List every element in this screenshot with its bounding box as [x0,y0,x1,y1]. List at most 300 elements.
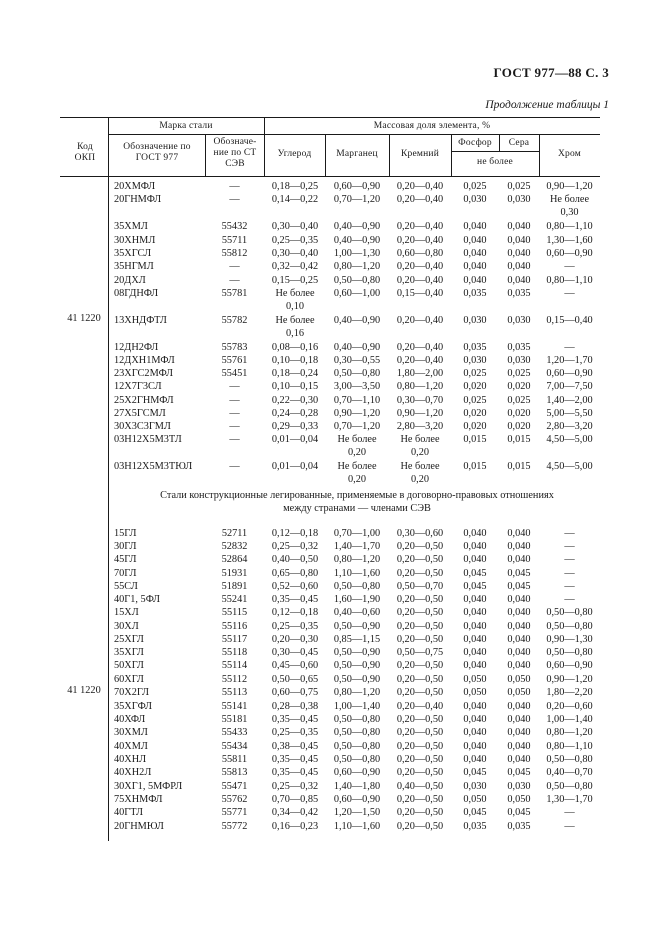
cell-st-sev: — [229,181,240,192]
section-note: Стали конструкционные легированные, применяемые в договорно-правовых отношениях [160,490,554,501]
cell-grade: 20ГНМФЛ [114,194,162,205]
cell-carbon: 0,10—0,18 [271,355,319,366]
cell-manganese: 1,10—1,60 [333,568,381,579]
cell-sulfur: 0,020 [507,408,531,419]
cell-silicon: 0,15—0,40 [396,288,444,299]
cell-phosphorus: 0,030 [463,355,487,366]
cell-sulfur: 0,040 [507,607,531,618]
cell-grade: 30ХМЛ [114,727,148,738]
cell-st-sev: 55116 [221,621,248,632]
cell-grade: 35ХГСЛ [114,248,152,259]
cell-carbon: 0,29—0,33 [271,421,319,432]
cell-sulfur: 0,020 [507,381,531,392]
cell-silicon: 0,50—0,70 [396,581,444,592]
cell-st-sev: 55181 [221,714,248,725]
cell-chromium: 0,50—0,80 [546,607,593,618]
cell-sulfur: 0,030 [507,781,531,792]
cell-grade: 70ГЛ [114,568,137,579]
cell-manganese: 1,40—1,70 [333,541,381,552]
body-vline [108,177,109,841]
cell-carbon: 0,60—0,75 [271,687,319,698]
cell-chromium: 4,50—5,00 [546,434,593,445]
col-header-st-sev: Обозначе- ние по СТ СЭВ [213,137,257,169]
col-header-code: Код ОКП [74,142,96,163]
cell-sulfur: 0,030 [507,194,531,205]
cell-silicon: Не более [400,461,440,472]
cell-sulfur: 0,040 [507,528,531,539]
col-header-gost: Обозначение по ГОСТ 977 [123,142,191,163]
cell-silicon: 0,30—0,60 [396,528,444,539]
cell-phosphorus: 0,040 [463,660,487,671]
cell-carbon-cont: 0,16 [285,328,305,339]
cell-grade: 35ХГФЛ [114,701,153,712]
cell-phosphorus: 0,050 [463,794,487,805]
cell-st-sev: 52864 [221,554,248,565]
cell-carbon: 0,22—0,30 [271,395,319,406]
cell-chromium: 1,80—2,20 [546,687,593,698]
cell-silicon: 0,20—0,50 [396,714,444,725]
cell-chromium: — [564,568,575,579]
cell-manganese: Не более [337,434,377,445]
cell-grade: 35ХМЛ [114,221,148,232]
cell-chromium: 4,50—5,00 [546,461,593,472]
cell-manganese: 0,60—0,90 [333,794,381,805]
cell-phosphorus: 0,030 [463,194,487,205]
cell-carbon: 0,25—0,35 [271,235,319,246]
cell-st-sev: 51931 [221,568,248,579]
cell-manganese: 0,50—0,80 [333,754,381,765]
cell-silicon-cont: 0,20 [410,474,430,485]
cell-grade: 20ГНМЮЛ [114,821,164,832]
cell-st-sev: 55433 [221,727,248,738]
cell-carbon: 0,01—0,04 [271,461,319,472]
cell-silicon: 0,20—0,40 [396,221,444,232]
cell-phosphorus: 0,045 [463,767,487,778]
page-title: ГОСТ 977—88 С. 3 [493,65,609,80]
cell-chromium: 1,30—1,70 [546,794,593,805]
cell-sulfur: 0,050 [507,674,531,685]
cell-grade: 15ГЛ [114,528,137,539]
cell-manganese: 0,60—1,00 [333,288,381,299]
cell-phosphorus: 0,020 [463,381,487,392]
col-header-carbon: Углерод [277,149,312,159]
cell-sulfur: 0,040 [507,221,531,232]
cell-st-sev: 55471 [221,781,248,792]
cell-grade: 13ХНДФТЛ [114,315,167,326]
cell-st-sev: 52832 [221,541,248,552]
cell-sulfur: 0,045 [507,807,531,818]
col-header-phosphorus: Фосфор [458,138,492,148]
cell-sulfur: 0,040 [507,621,531,632]
cell-grade: 23ХГС2МФЛ [114,368,173,379]
cell-sulfur: 0,040 [507,261,531,272]
cell-phosphorus: 0,025 [463,368,487,379]
cell-silicon: 0,20—0,50 [396,687,444,698]
cell-manganese: 0,50—0,80 [333,581,381,592]
cell-st-sev: — [229,395,240,406]
cell-chromium: 1,20—1,70 [546,355,593,366]
cell-st-sev: 55781 [221,288,248,299]
cell-silicon: 0,80—1,20 [396,381,444,392]
cell-silicon: Не более [400,434,440,445]
col-group-mass: Массовая доля элемента, % [373,121,491,131]
cell-st-sev: — [229,461,240,472]
cell-grade: 30ГЛ [114,541,137,552]
cell-grade: 15ХЛ [114,607,139,618]
cell-carbon: 0,12—0,18 [271,528,319,539]
cell-silicon: 0,20—0,50 [396,634,444,645]
cell-silicon: 0,20—0,40 [396,275,444,286]
cell-sulfur: 0,020 [507,421,531,432]
cell-chromium: 1,00—1,40 [546,714,593,725]
cell-phosphorus: 0,020 [463,408,487,419]
cell-carbon: 0,30—0,40 [271,221,319,232]
cell-phosphorus: 0,040 [463,261,487,272]
cell-manganese: 1,40—1,80 [333,781,381,792]
cell-carbon-cont: 0,10 [285,301,305,312]
cell-st-sev: 55113 [221,687,248,698]
cell-chromium: 0,60—0,90 [546,660,593,671]
cell-st-sev: 55141 [221,701,248,712]
cell-grade: 55СЛ [114,581,138,592]
cell-manganese: 0,40—0,90 [333,315,381,326]
cell-chromium: 0,80—1,10 [546,741,593,752]
cell-phosphorus: 0,035 [463,821,487,832]
cell-silicon: 0,20—0,40 [396,701,444,712]
cell-chromium: 0,60—0,90 [546,248,593,259]
cell-phosphorus: 0,040 [463,275,487,286]
cell-carbon: 0,50—0,65 [271,674,319,685]
cell-grade: 03Н12Х5М3ТЮЛ [114,461,193,472]
cell-st-sev: 55117 [221,634,248,645]
cell-grade: 75ХНМФЛ [114,794,163,805]
cell-phosphorus: 0,025 [463,395,487,406]
cell-sulfur: 0,050 [507,794,531,805]
table-top-rule [60,117,600,118]
cell-sulfur: 0,045 [507,568,531,579]
cell-st-sev: — [229,194,240,205]
col-header-no-more: не более [477,157,513,167]
cell-carbon: 0,18—0,25 [271,181,319,192]
cell-sulfur: 0,015 [507,434,531,445]
cell-st-sev: 55241 [221,594,248,605]
cell-phosphorus: 0,045 [463,581,487,592]
cell-carbon: 0,08—0,16 [271,342,319,353]
cell-manganese: 0,60—0,90 [333,767,381,778]
cell-phosphorus: 0,040 [463,754,487,765]
cell-manganese: 0,80—1,20 [333,554,381,565]
cell-manganese: 1,10—1,60 [333,821,381,832]
cell-manganese: 0,50—0,80 [333,741,381,752]
cell-st-sev: 55118 [221,647,248,658]
cell-silicon: 0,20—0,50 [396,568,444,579]
cell-manganese-cont: 0,20 [347,447,367,458]
cell-chromium: — [564,554,575,565]
cell-silicon: 0,20—0,40 [396,181,444,192]
cell-sulfur: 0,040 [507,727,531,738]
cell-carbon: 0,18—0,24 [271,368,319,379]
cell-sulfur: 0,040 [507,594,531,605]
cell-chromium: — [564,528,575,539]
cell-chromium: — [564,821,575,832]
cell-st-sev: — [229,275,240,286]
cell-sulfur: 0,045 [507,767,531,778]
cell-carbon: 0,30—0,40 [271,248,319,259]
cell-sulfur: 0,040 [507,235,531,246]
cell-carbon: 0,14—0,22 [271,194,319,205]
cell-manganese: 0,80—1,20 [333,687,381,698]
cell-phosphorus: 0,040 [463,727,487,738]
cell-chromium: 0,80—1,20 [546,727,593,738]
cell-chromium: 0,80—1,10 [546,221,593,232]
cell-sulfur: 0,040 [507,754,531,765]
cell-grade: 08ГДНФЛ [114,288,159,299]
cell-manganese: 0,70—1,10 [333,395,381,406]
cell-silicon: 0,20—0,50 [396,674,444,685]
cell-phosphorus: 0,045 [463,568,487,579]
cell-grade: 12ДХН1МФЛ [114,355,175,366]
cell-sulfur: 0,025 [507,181,531,192]
cell-carbon: 0,35—0,45 [271,767,319,778]
cell-st-sev: 55762 [221,794,248,805]
cell-sulfur: 0,050 [507,687,531,698]
cell-manganese: 0,85—1,15 [333,634,381,645]
cell-manganese: 0,40—0,60 [333,607,381,618]
cell-manganese: 0,50—0,90 [333,621,381,632]
cell-chromium: 5,00—5,50 [546,408,593,419]
cell-silicon: 0,20—0,50 [396,554,444,565]
cell-manganese: 0,50—0,90 [333,674,381,685]
cell-chromium: — [564,581,575,592]
cell-phosphorus: 0,050 [463,687,487,698]
cell-st-sev: — [229,381,240,392]
cell-carbon: 0,35—0,45 [271,754,319,765]
cell-st-sev: — [229,434,240,445]
cell-chromium: 1,30—1,60 [546,235,593,246]
cell-sulfur: 0,040 [507,248,531,259]
cell-carbon: 0,12—0,18 [271,607,319,618]
cell-grade: 20ХМФЛ [114,181,156,192]
cell-silicon: 0,90—1,20 [396,408,444,419]
cell-chromium: 0,50—0,80 [546,647,593,658]
cell-phosphorus: 0,040 [463,621,487,632]
cell-carbon: 0,25—0,35 [271,727,319,738]
cell-grade: 25ХГЛ [114,634,144,645]
cell-chromium: 1,40—2,00 [546,395,593,406]
cell-carbon: 0,10—0,15 [271,381,319,392]
cell-chromium: 0,50—0,80 [546,754,593,765]
cell-st-sev: — [229,408,240,419]
cell-chromium: 0,50—0,80 [546,781,593,792]
cell-carbon: 0,20—0,30 [271,634,319,645]
cell-grade: 27Х5ГСМЛ [114,408,166,419]
cell-manganese: 0,50—0,90 [333,647,381,658]
cell-carbon: 0,16—0,23 [271,821,319,832]
cell-sulfur: 0,040 [507,554,531,565]
cell-chromium: — [564,807,575,818]
cell-sulfur: 0,040 [507,634,531,645]
section-note: между странами — членами СЭВ [283,503,431,514]
cell-chromium: — [564,288,575,299]
cell-carbon: 0,35—0,45 [271,714,319,725]
col-header-sulfur: Сера [508,138,530,148]
cell-silicon: 0,20—0,50 [396,794,444,805]
cell-carbon: Не более [275,315,315,326]
cell-st-sev: 55772 [221,821,248,832]
cell-manganese: 1,00—1,40 [333,701,381,712]
header-subgroup-rule [451,151,539,152]
cell-grade: 50ХГЛ [114,660,144,671]
cell-st-sev: 51891 [221,581,248,592]
cell-carbon: 0,40—0,50 [271,554,319,565]
cell-grade: 35ХГЛ [114,647,144,658]
cell-manganese: 0,50—0,80 [333,714,381,725]
cell-st-sev: 55812 [221,248,248,259]
cell-sulfur: 0,030 [507,355,531,366]
cell-manganese: 0,50—0,80 [333,727,381,738]
cell-carbon: 0,25—0,35 [271,621,319,632]
cell-phosphorus: 0,040 [463,701,487,712]
cell-grade: 45ГЛ [114,554,137,565]
cell-chromium: 0,80—1,10 [546,275,593,286]
cell-silicon: 0,20—0,50 [396,607,444,618]
cell-phosphorus: 0,035 [463,288,487,299]
cell-st-sev: 55711 [221,235,248,246]
cell-grade: 40Г1, 5ФЛ [114,594,161,605]
cell-manganese: 0,70—1,00 [333,528,381,539]
cell-sulfur: 0,030 [507,315,531,326]
cell-phosphorus: 0,040 [463,554,487,565]
cell-silicon: 0,60—0,80 [396,248,444,259]
cell-carbon: 0,25—0,32 [271,541,319,552]
cell-st-sev: 55811 [221,754,248,765]
cell-manganese: Не более [337,461,377,472]
col-group-grade: Марка стали [159,121,213,131]
cell-phosphorus: 0,040 [463,248,487,259]
cell-manganese: 3,00—3,50 [333,381,381,392]
cell-grade: 30Х3С3ГМЛ [114,421,171,432]
header-vline [205,134,206,177]
cell-grade: 70Х2ГЛ [114,687,150,698]
cell-phosphorus: 0,030 [463,781,487,792]
cell-st-sev: 55432 [221,221,248,232]
cell-phosphorus: 0,040 [463,235,487,246]
cell-st-sev: 55771 [221,807,248,818]
cell-sulfur: 0,015 [507,461,531,472]
cell-silicon: 0,20—0,50 [396,807,444,818]
cell-silicon: 0,20—0,40 [396,315,444,326]
cell-manganese: 0,50—0,80 [333,368,381,379]
okp-code: 41 1220 [67,685,101,696]
cell-silicon: 0,20—0,40 [396,261,444,272]
cell-carbon: 0,30—0,45 [271,647,319,658]
cell-phosphorus: 0,025 [463,181,487,192]
cell-sulfur: 0,025 [507,395,531,406]
cell-manganese: 0,70—1,20 [333,194,381,205]
cell-manganese: 0,60—0,90 [333,181,381,192]
cell-chromium: — [564,342,575,353]
cell-st-sev: 55434 [221,741,248,752]
cell-st-sev: 55115 [221,607,248,618]
cell-carbon: 0,15—0,25 [271,275,319,286]
cell-phosphorus: 0,040 [463,714,487,725]
cell-phosphorus: 0,040 [463,607,487,618]
okp-code: 41 1220 [67,313,101,324]
cell-carbon: 0,65—0,80 [271,568,319,579]
cell-phosphorus: 0,040 [463,594,487,605]
cell-carbon: 0,38—0,45 [271,741,319,752]
cell-silicon: 0,30—0,70 [396,395,444,406]
cell-silicon: 0,20—0,40 [396,235,444,246]
cell-phosphorus: 0,040 [463,221,487,232]
cell-chromium: Не более [549,194,590,205]
cell-silicon: 0,20—0,50 [396,821,444,832]
cell-phosphorus: 0,045 [463,807,487,818]
header-group-rule [108,134,600,135]
cell-st-sev: 52711 [221,528,248,539]
cell-silicon: 0,40—0,50 [396,781,444,792]
cell-carbon: 0,28—0,38 [271,701,319,712]
cell-st-sev: — [229,421,240,432]
cell-chromium: 0,50—0,80 [546,621,593,632]
cell-carbon: 0,32—0,42 [271,261,319,272]
cell-chromium: 0,90—1,20 [546,181,593,192]
cell-grade: 12Х7Г3СЛ [114,381,162,392]
cell-phosphorus: 0,015 [463,434,487,445]
cell-silicon: 0,20—0,50 [396,754,444,765]
cell-chromium: — [564,541,575,552]
cell-chromium: 0,90—1,20 [546,674,593,685]
cell-grade: 03Н12Х5М3ТЛ [114,434,182,445]
col-header-silicon: Кремний [401,149,439,159]
cell-manganese: 0,80—1,20 [333,261,381,272]
cell-manganese: 0,50—0,80 [333,275,381,286]
cell-grade: 35НГМЛ [114,261,154,272]
cell-phosphorus: 0,040 [463,647,487,658]
cell-manganese: 0,70—1,20 [333,421,381,432]
cell-manganese: 0,90—1,20 [333,408,381,419]
cell-phosphorus: 0,040 [463,634,487,645]
cell-silicon: 0,20—0,40 [396,342,444,353]
cell-silicon: 0,20—0,50 [396,767,444,778]
cell-st-sev: 55783 [221,342,248,353]
cell-carbon: 0,45—0,60 [271,660,319,671]
cell-manganese: 1,00—1,30 [333,248,381,259]
cell-sulfur: 0,035 [507,342,531,353]
cell-sulfur: 0,040 [507,660,531,671]
cell-st-sev: 55451 [221,368,248,379]
cell-manganese: 1,20—1,50 [333,807,381,818]
cell-sulfur: 0,040 [507,701,531,712]
cell-manganese: 0,30—0,55 [333,355,381,366]
cell-sulfur: 0,040 [507,541,531,552]
cell-chromium: 0,40—0,70 [546,767,593,778]
cell-carbon: 0,24—0,28 [271,408,319,419]
cell-phosphorus: 0,020 [463,421,487,432]
cell-grade: 40ХНЛ [114,754,147,765]
cell-chromium: 7,00—7,50 [546,381,593,392]
cell-silicon: 0,50—0,75 [396,647,444,658]
cell-grade: 30ХНМЛ [114,235,156,246]
col-header-chromium: Хром [558,149,581,159]
col-header-manganese: Марганец [336,149,378,159]
cell-grade: 40ХФЛ [114,714,146,725]
cell-silicon: 0,20—0,50 [396,741,444,752]
cell-carbon: 0,01—0,04 [271,434,319,445]
cell-grade: 20ДХЛ [114,275,146,286]
cell-silicon: 0,20—0,50 [396,727,444,738]
cell-chromium: — [564,594,575,605]
